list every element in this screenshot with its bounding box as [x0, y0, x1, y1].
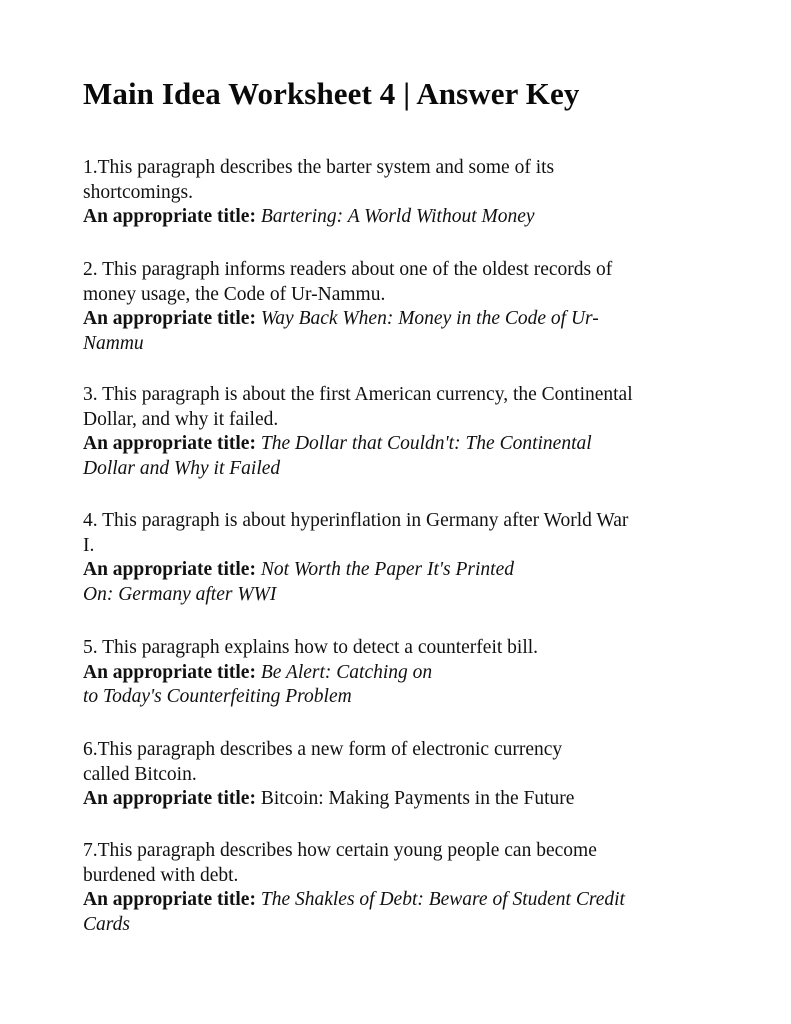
answer-title: Be Alert: Catching on: [260, 661, 433, 683]
answer-item-4: [83, 509, 628, 607]
answer-item-2: [83, 258, 612, 356]
description-line: 7.This paragraph describes how certain young people can become: [83, 840, 597, 861]
answer-label: An appropriate title:: [83, 559, 256, 580]
title-line: [83, 307, 612, 332]
title-line: [83, 558, 628, 583]
description-line: I.: [83, 534, 95, 556]
answer-title: The Dollar that Couldn't: The Continental: [260, 433, 592, 454]
title-line: [83, 205, 554, 230]
description-line: money usage, the Code of Ur-Nammu.: [83, 283, 386, 305]
answer-item-1: [83, 156, 554, 230]
answer-title: Bartering: A World Without Money: [260, 206, 535, 227]
answer-title-continued: Cards: [83, 913, 130, 935]
answer-item-7: [83, 839, 625, 937]
title-line: [83, 661, 538, 686]
answer-title: Not Worth the Paper It's Printed: [260, 559, 514, 580]
answer-label: An appropriate title:: [83, 433, 256, 454]
answer-item-6: [83, 738, 574, 812]
answer-title: Way Back When: Money in the Code of Ur-: [260, 308, 599, 329]
description-line: Dollar, and why it failed.: [83, 408, 279, 430]
answer-label: An appropriate title:: [83, 206, 256, 227]
description-line: shortcomings.: [83, 181, 193, 203]
answer-label: An appropriate title:: [83, 308, 256, 329]
title-line: [83, 888, 625, 913]
description-line: 3. This paragraph is about the first American currency, the Continental: [83, 384, 633, 405]
answer-title: The Shakles of Debt: Beware of Student Credit: [260, 889, 625, 910]
answer-item-5: [83, 636, 538, 710]
description-line: 4. This paragraph is about hyperinflation in Germany after World War: [83, 510, 629, 531]
answer-title-continued: Dollar and Why it Failed: [83, 457, 281, 479]
title-line: [83, 787, 574, 812]
description-line: 2. This paragraph informs readers about one of the oldest records of: [83, 259, 613, 280]
description-line: burdened with debt.: [83, 864, 239, 886]
answer-label: An appropriate title:: [83, 661, 256, 683]
description-line: 1.This paragraph describes the barter system and some of its: [83, 157, 555, 178]
answer-title-continued: On: Germany after WWI: [83, 583, 277, 605]
description-line: 6.This paragraph describes a new form of electronic currency: [83, 739, 563, 760]
description-line: 5. This paragraph explains how to detect a counterfeit bill.: [83, 637, 539, 658]
page-title: Main Idea Worksheet 4 | Answer Key: [83, 76, 580, 111]
answer-title-continued: to Today's Counterfeiting Problem: [83, 686, 352, 707]
description-line: called Bitcoin.: [83, 763, 197, 785]
answer-title: Bitcoin: Making Payments in the Future: [260, 788, 575, 809]
answer-label: An appropriate title:: [83, 889, 256, 910]
answer-title-continued: Nammu: [83, 332, 144, 354]
answer-item-3: [83, 383, 633, 481]
title-line: [83, 432, 633, 457]
answer-label: An appropriate title:: [83, 788, 256, 809]
